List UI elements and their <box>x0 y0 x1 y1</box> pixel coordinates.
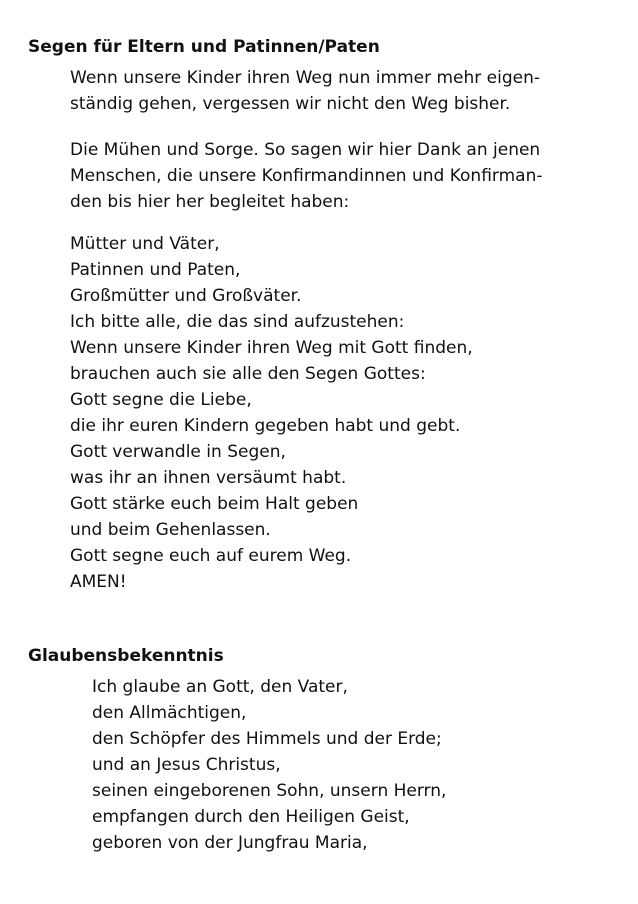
paragraph-blessing <box>70 231 473 595</box>
text-line: den Schöpfer des Himmels und der Erde; <box>92 729 442 749</box>
section-heading-segen: Segen für Eltern und Patinnen/Paten <box>28 37 380 57</box>
text-line: Patinnen und Paten, <box>70 260 241 280</box>
text-line: Gott verwandle in Segen, <box>70 442 286 462</box>
text-line: seinen eingeborenen Sohn, unsern Herrn, <box>92 781 447 801</box>
text-line: Wenn unsere Kinder ihren Weg mit Gott finden, <box>70 338 473 358</box>
text-line: Gott stärke euch beim Halt geben <box>70 494 359 514</box>
text-line: die ihr euren Kindern gegeben habt und gebt. <box>70 416 461 436</box>
text-line: Großmütter und Großväter. <box>70 286 302 306</box>
section-heading-glaubensbekenntnis: Glaubensbekenntnis <box>28 646 224 666</box>
text-line: Mütter und Väter, <box>70 234 220 254</box>
text-line: den bis hier her begleitet haben: <box>70 192 350 212</box>
text-line: brauchen auch sie alle den Segen Gottes: <box>70 364 426 384</box>
text-line: Gott segne euch auf eurem Weg. <box>70 546 352 566</box>
paragraph-thanks <box>70 137 542 215</box>
text-line: den Allmächtigen, <box>92 703 247 723</box>
paragraph-intro <box>70 65 540 117</box>
text-line: und beim Gehenlassen. <box>70 520 271 540</box>
text-line: Gott segne die Liebe, <box>70 390 252 410</box>
text-line: empfangen durch den Heiligen Geist, <box>92 807 410 827</box>
text-line: was ihr an ihnen versäumt habt. <box>70 468 347 488</box>
text-line: Wenn unsere Kinder ihren Weg nun immer mehr eigen- <box>70 68 541 88</box>
text-line: Ich bitte alle, die das sind aufzustehen: <box>70 312 405 332</box>
text-line: Ich glaube an Gott, den Vater, <box>92 677 348 697</box>
paragraph-creed <box>92 674 446 856</box>
text-line: ständig gehen, vergessen wir nicht den Weg bisher. <box>70 94 511 114</box>
text-line: AMEN! <box>70 572 127 592</box>
text-line: Menschen, die unsere Konfirmandinnen und Konfirman- <box>70 166 543 186</box>
text-line: und an Jesus Christus, <box>92 755 281 775</box>
text-line: geboren von der Jungfrau Maria, <box>92 833 368 853</box>
text-line: Die Mühen und Sorge. So sagen wir hier Dank an jenen <box>70 140 541 160</box>
